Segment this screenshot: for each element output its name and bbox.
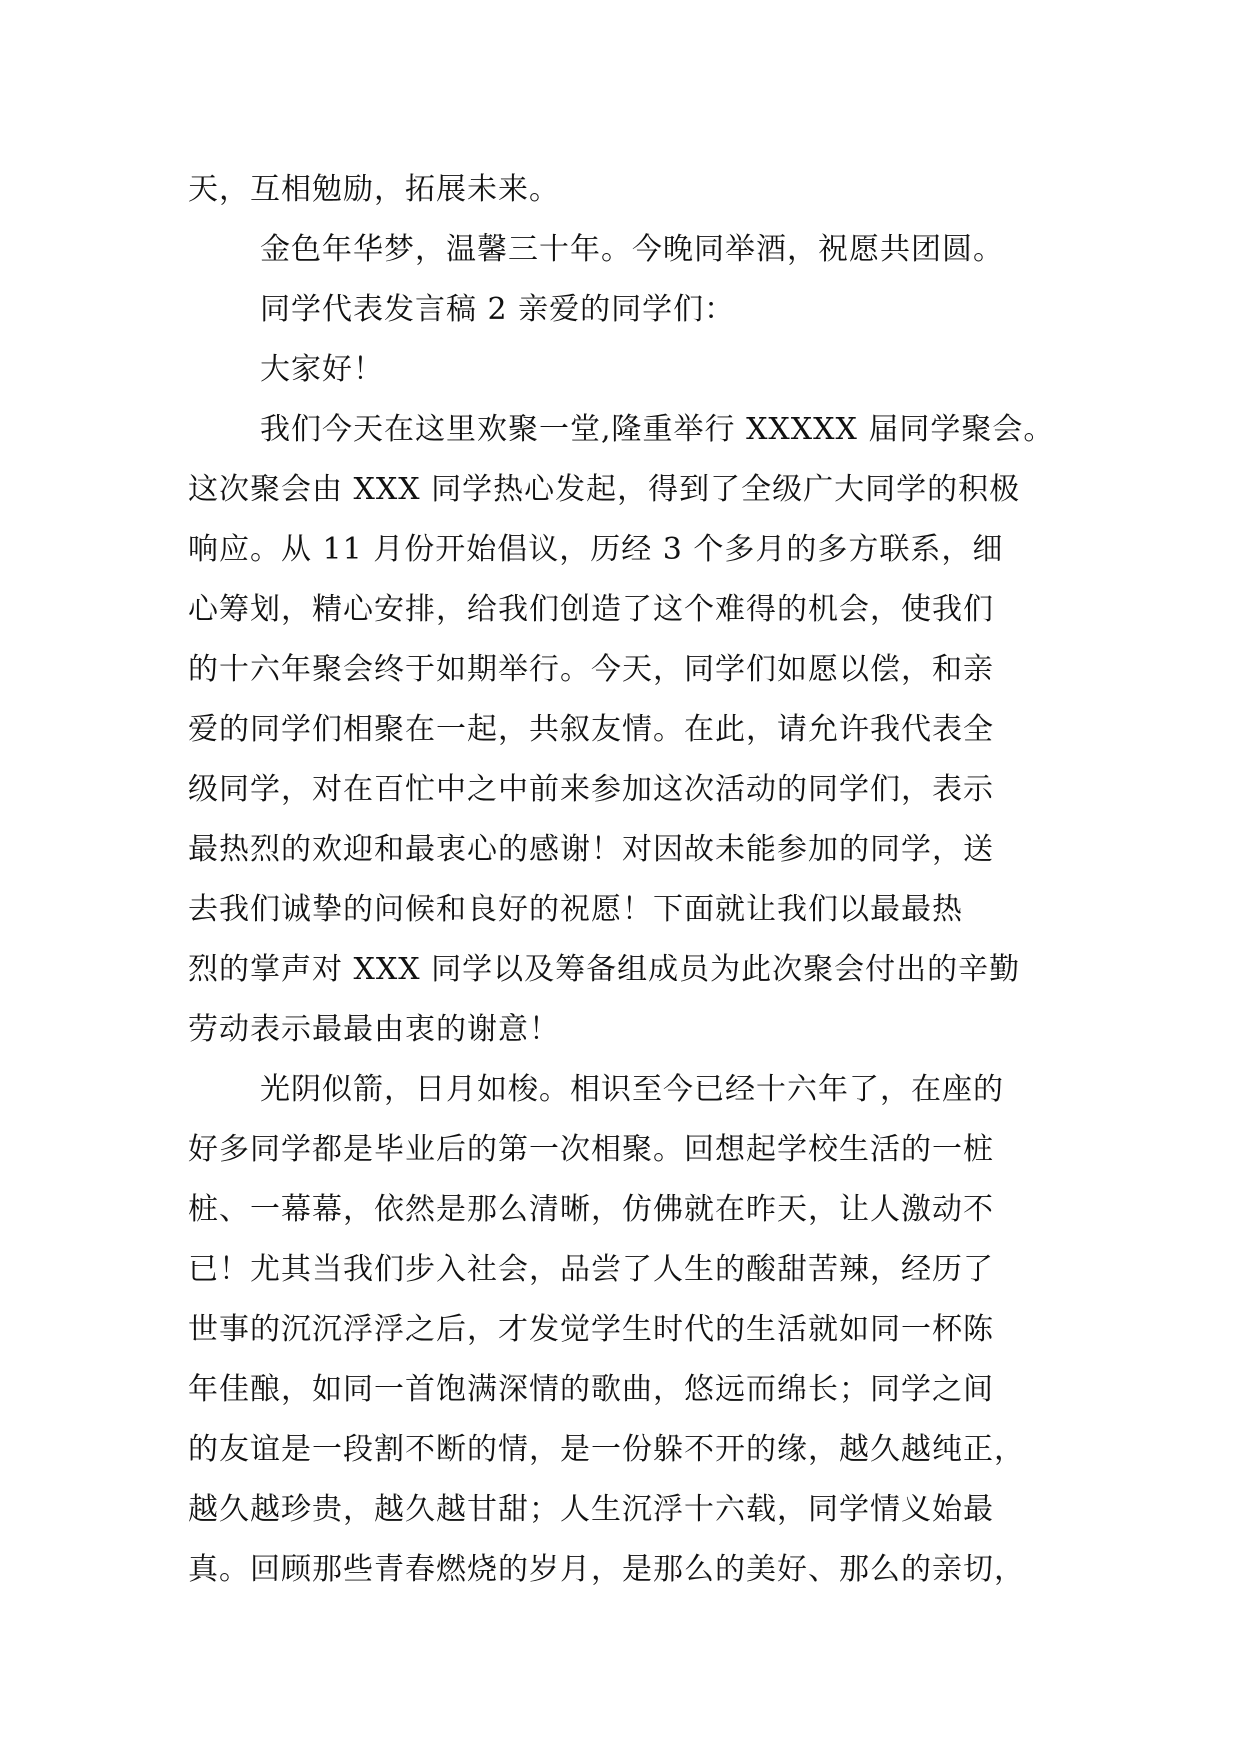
paragraph-start: 我们今天在这里欢聚一堂,隆重举行 XXXXX 届同学聚会。 <box>260 412 1055 447</box>
text-line: 这次聚会由 XXX 同学热心发起，得到了全级广大同学的积极 <box>188 472 1021 507</box>
text-line: 去我们诚挚的问候和良好的祝愿！下面就让我们以最最热 <box>188 892 963 927</box>
text-line: 劳动表示最最由衷的谢意！ <box>188 1012 560 1047</box>
text-line: 天，互相勉励，拓展未来。 <box>188 172 560 207</box>
section-heading: 同学代表发言稿 2 亲爱的同学们： <box>260 292 736 327</box>
text-line: 年佳酿，如同一首饱满深情的歌曲，悠远而绵长；同学之间 <box>188 1372 994 1407</box>
text-line: 响应。从 11 月份开始倡议，历经 3 个多月的多方联系，细 <box>188 532 1004 567</box>
text-line: 越久越珍贵，越久越甘甜；人生沉浮十六载，同学情义始最 <box>188 1492 994 1527</box>
text-line: 的十六年聚会终于如期举行。今天，同学们如愿以偿，和亲 <box>188 652 994 687</box>
greeting: 大家好！ <box>260 352 384 387</box>
poem-line: 金色年华梦，温馨三十年。今晚同举酒，祝愿共团圆。 <box>260 232 1004 267</box>
text-line: 好多同学都是毕业后的第一次相聚。回想起学校生活的一桩 <box>188 1132 994 1167</box>
text-line: 最热烈的欢迎和最衷心的感谢！对因故未能参加的同学，送 <box>188 832 994 867</box>
paragraph-start: 光阴似箭，日月如梭。相识至今已经十六年了，在座的 <box>260 1072 1004 1107</box>
text-line: 已！尤其当我们步入社会，品尝了人生的酸甜苦辣，经历了 <box>188 1252 994 1287</box>
document-body <box>188 160 1058 1600</box>
text-line: 心筹划，精心安排，给我们创造了这个难得的机会，使我们 <box>188 592 994 627</box>
text-line: 爱的同学们相聚在一起，共叙友情。在此，请允许我代表全 <box>188 712 994 747</box>
text-line: 级同学，对在百忙中之中前来参加这次活动的同学们，表示 <box>188 772 994 807</box>
text-line: 世事的沉沉浮浮之后，才发觉学生时代的生活就如同一杯陈 <box>188 1312 994 1347</box>
text-line: 真。回顾那些青春燃烧的岁月，是那么的美好、那么的亲切， <box>188 1552 1025 1587</box>
text-line: 的友谊是一段割不断的情，是一份躲不开的缘，越久越纯正， <box>188 1432 1025 1467</box>
text-line: 烈的掌声对 XXX 同学以及筹备组成员为此次聚会付出的辛勤 <box>188 952 1021 987</box>
text-line: 桩、一幕幕，依然是那么清晰，仿佛就在昨天，让人激动不 <box>188 1192 994 1227</box>
